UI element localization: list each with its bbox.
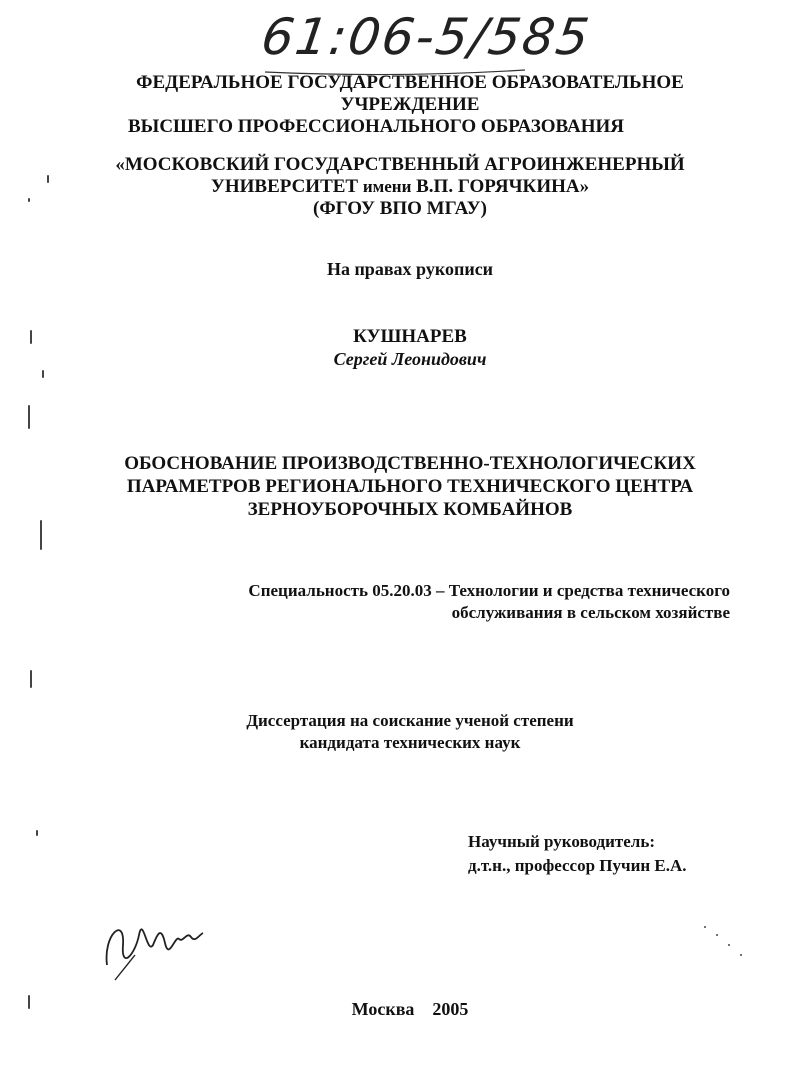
scan-speck (28, 198, 30, 202)
scan-speck (716, 934, 718, 936)
specialty-line-1: Специальность 05.20.03 – Технологии и средства технического (248, 581, 730, 600)
scan-speck (30, 670, 32, 688)
scan-speck (42, 370, 44, 378)
university-heading (90, 154, 710, 220)
scan-speck (704, 926, 706, 928)
supervisor-name: д.т.н., профессор Пучин Е.А. (468, 856, 687, 875)
scan-speck (28, 405, 30, 429)
scan-speck (728, 944, 730, 946)
supervisor-block (468, 830, 768, 878)
handwritten-catalog-code: 61:06-5/585 (257, 8, 595, 66)
institution-line-2: УЧРЕЖДЕНИЕ (340, 94, 480, 115)
university-name-part: УНИВЕРСИТЕТ (210, 176, 363, 197)
city: Москва (351, 999, 415, 1019)
scan-speck (740, 954, 742, 956)
scan-speck (40, 520, 42, 550)
title-line-3: ЗЕРНОУБОРОЧНЫХ КОМБАЙНОВ (247, 499, 573, 520)
institution-heading (100, 72, 720, 138)
place-year (300, 998, 520, 1020)
institution-line-1: ФЕДЕРАЛЬНОЕ ГОСУДАРСТВЕННОЕ ОБРАЗОВАТЕЛЬНОЕ (136, 72, 684, 93)
year: 2005 (432, 999, 469, 1019)
university-namesake: В.П. ГОРЯЧКИНА» (411, 176, 590, 197)
university-line-1: «МОСКОВСКИЙ ГОСУДАРСТВЕННЫЙ АГРОИНЖЕНЕРНЫЙ (115, 154, 685, 175)
supervisor-label: Научный руководитель: (468, 832, 655, 851)
degree-line-2: кандидата технических наук (299, 733, 521, 752)
specialty-line-2: обслуживания в сельском хозяйстве (451, 603, 730, 622)
university-line-2 (90, 176, 710, 198)
university-named-after: имени (362, 177, 412, 196)
manuscript-note: На правах рукописи (326, 259, 494, 279)
scan-speck (28, 995, 30, 1009)
specialty-block (200, 580, 730, 624)
signature-mark (95, 895, 215, 985)
degree-block (100, 710, 720, 754)
author-surname: КУШНАРЕВ (353, 326, 467, 347)
title-line-2: ПАРАМЕТРОВ РЕГИОНАЛЬНОГО ТЕХНИЧЕСКОГО ЦЕНТРА (126, 476, 694, 497)
scan-speck (47, 175, 49, 183)
university-abbreviation: (ФГОУ ВПО МГАУ) (313, 198, 487, 219)
handwritten-underline (255, 10, 535, 80)
title-line-1: ОБОСНОВАНИЕ ПРОИЗВОДСТВЕННО-ТЕХНОЛОГИЧЕСКИХ (124, 453, 696, 474)
scan-speck (30, 330, 32, 344)
degree-line-1: Диссертация на соискание ученой степени (246, 711, 574, 730)
scan-speck (36, 830, 38, 836)
institution-line-3: ВЫСШЕГО ПРОФЕССИОНАЛЬНОГО ОБРАЗОВАНИЯ (128, 116, 624, 137)
author-block (0, 326, 794, 370)
author-given-names: Сергей Леонидович (333, 349, 487, 369)
dissertation-title (100, 452, 720, 521)
